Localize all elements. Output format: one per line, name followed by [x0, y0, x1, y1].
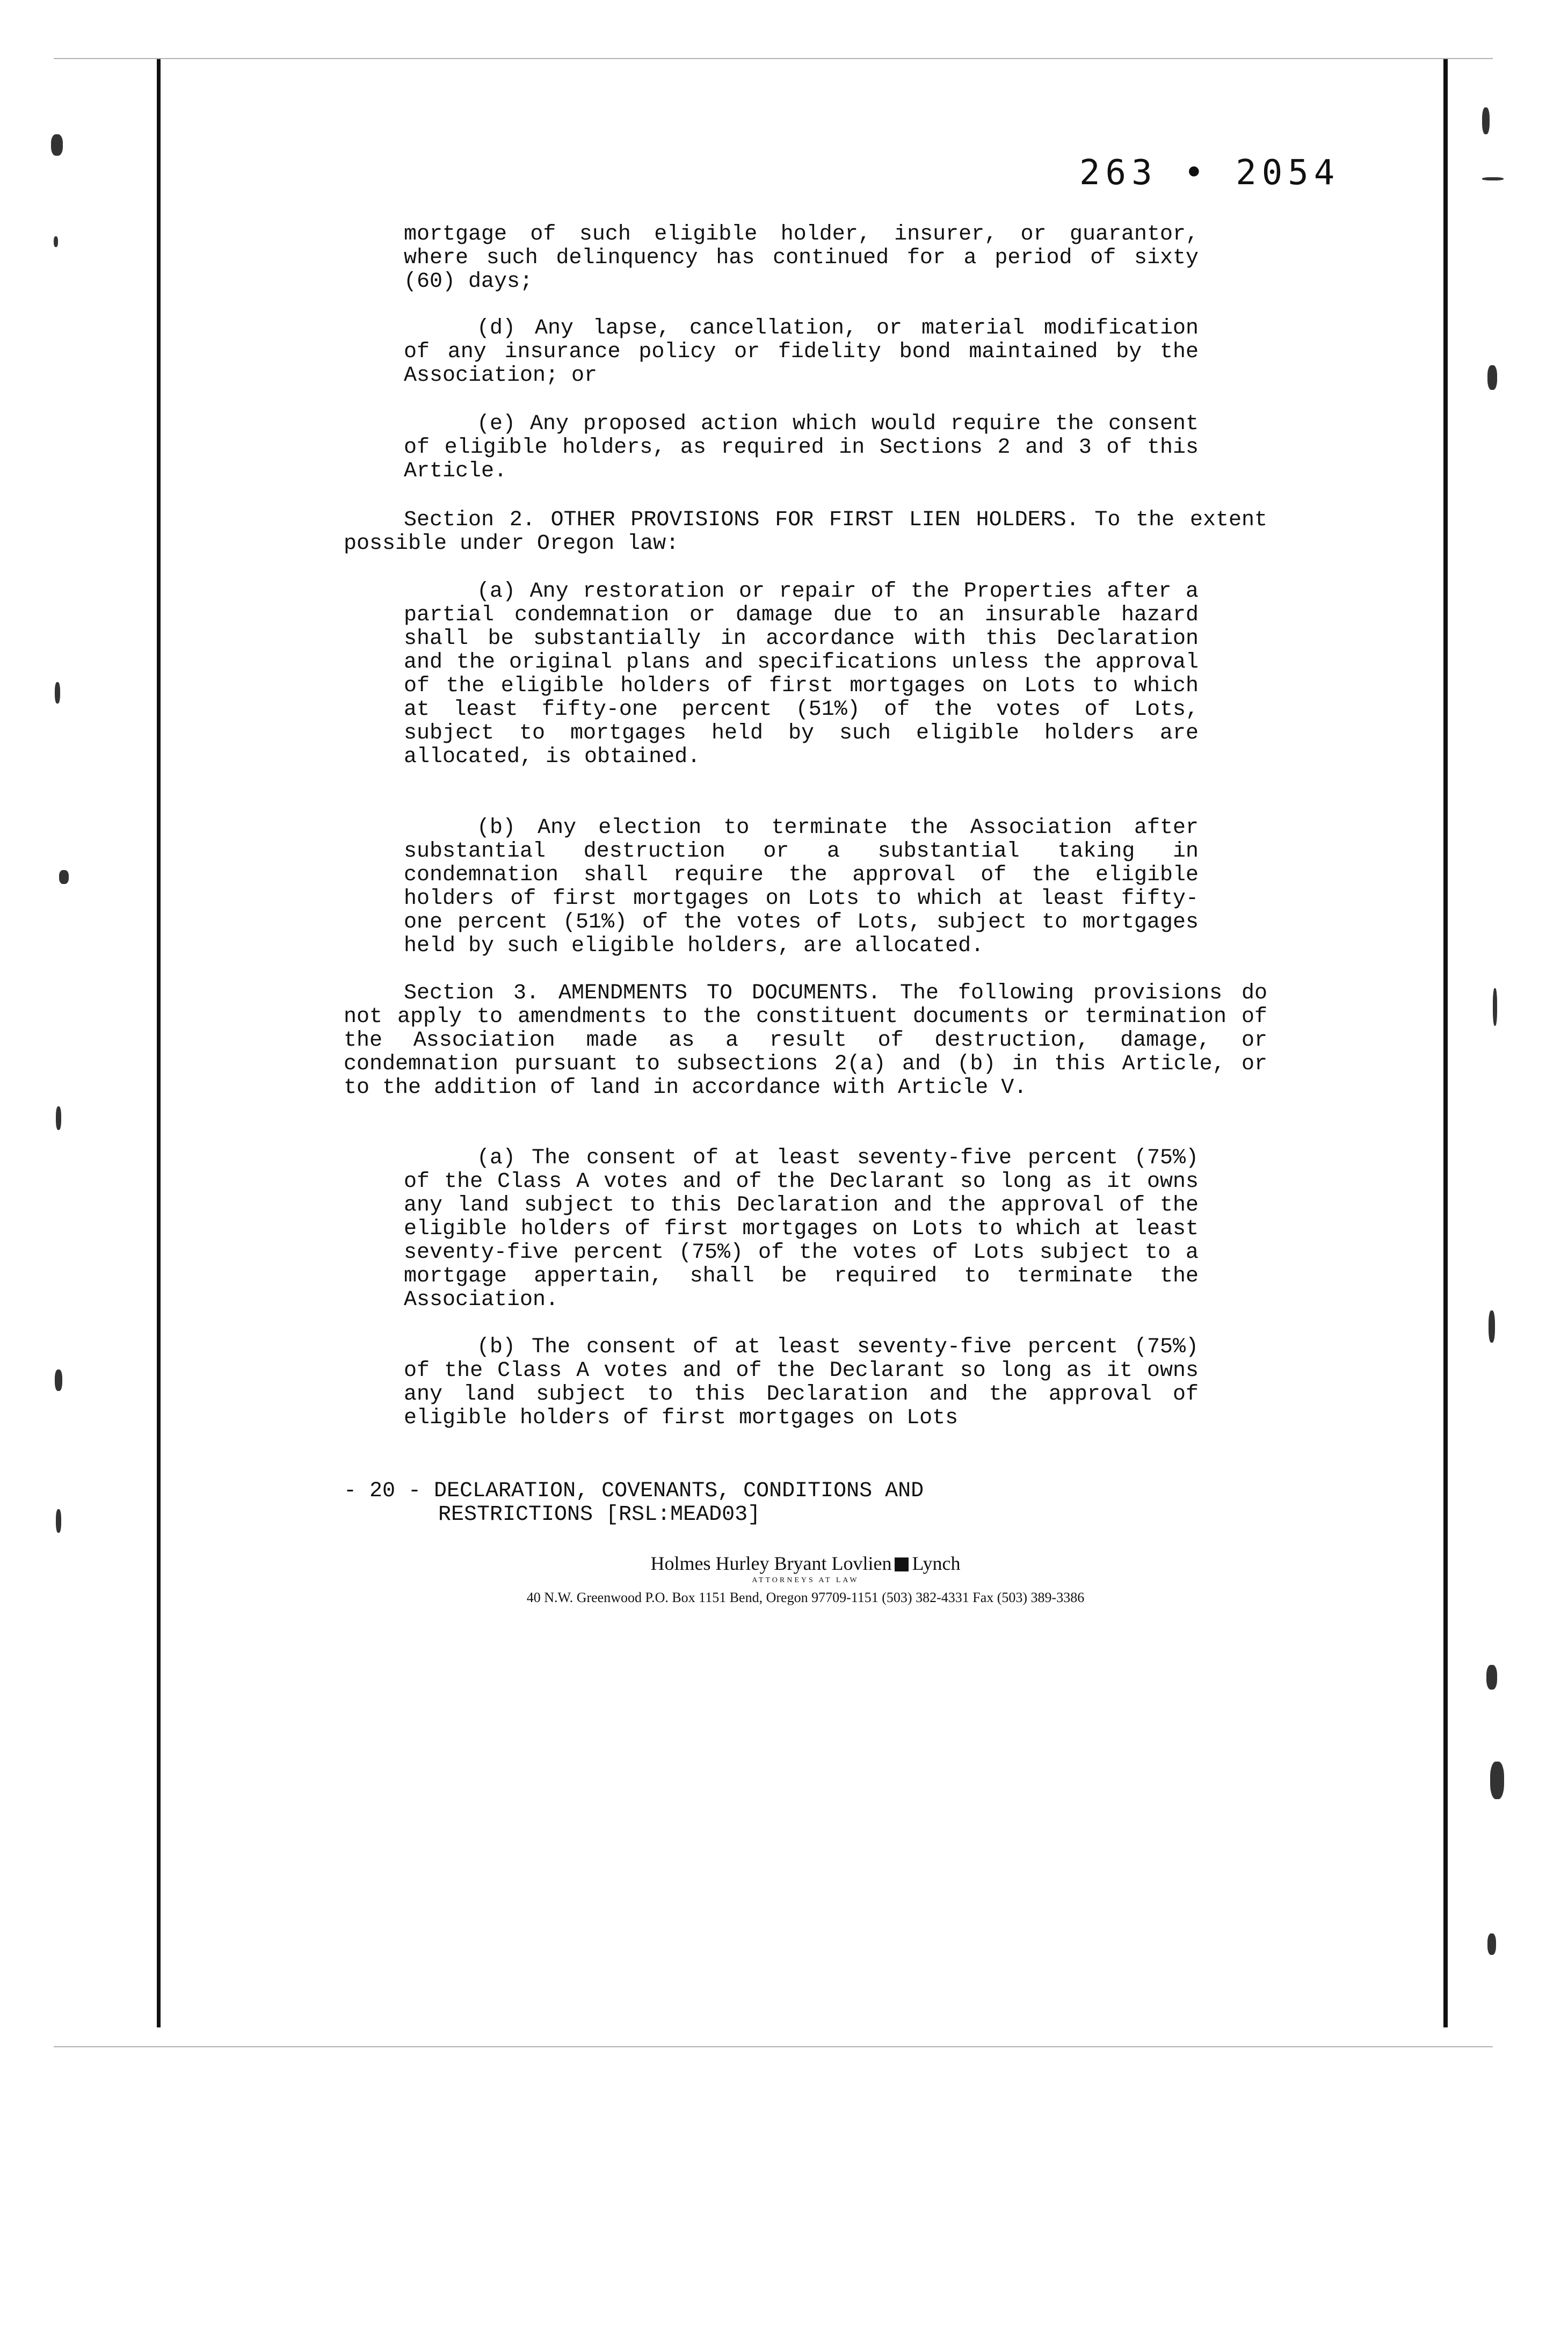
law-firm-tagline: ATTORNEYS AT LAW — [752, 1576, 859, 1584]
speck — [1482, 177, 1504, 180]
law-firm-name-left: Holmes Hurley Bryant Lovlien — [650, 1553, 892, 1574]
ampersand-logo-icon — [895, 1557, 909, 1571]
page-number: 263 • 2054 — [1079, 153, 1340, 193]
paragraph-section-2a: (a) Any restoration or repair of the Properties after a partial condemnation or damage due to an insurable hazard shall be substantially in accordance with this Declaration and the original plans and specifications unless the approval of the eligible holders of first mortgages on Lots to which at least fifty-one percent (51%) of the votes of Lots, subject to mortgages held by such eligible holders are allocated, is obtained. — [404, 579, 1199, 769]
speck — [1489, 1310, 1495, 1343]
paragraph-section-3b: (b) The consent of at least seventy-five percent (75%) of the Class A votes and of the Declarant so long as it owns any land subject to this Declaration and the approval of eligible holders of first mortgages on Lots — [404, 1335, 1199, 1430]
speck — [59, 870, 69, 884]
speck — [1486, 1665, 1497, 1690]
paragraph-section-2b: (b) Any election to terminate the Association after substantial destruction or a substantial taking in condemnation shall require the approval of the eligible holders of first mortgages on Lots to which at least fifty-one percent (51%) of the votes of Lots, subject to mortgages held by such eligible holders, are allocated. — [404, 816, 1199, 958]
speck — [1490, 1762, 1504, 1799]
left-margin-rule — [157, 59, 161, 2027]
right-margin-rule — [1443, 59, 1448, 2027]
paragraph-section-3-heading: Section 3. AMENDMENTS TO DOCUMENTS. The following provisions do not apply to amendments to the constituent documents or termination of the Association made as a result of destruction, damage, or condemnation pursuant to subsections 2(a) and (b) in this Article, or to the addition of land in accordance with Article V. — [344, 981, 1267, 1100]
paragraph-continuation: mortgage of such eligible holder, insurer, or guarantor, where such delinquency has continued for a period of sixty (60) days; — [404, 222, 1199, 294]
scan-bottom-edge — [54, 2046, 1493, 2047]
speck — [1482, 107, 1490, 134]
speck — [1487, 1933, 1496, 1955]
speck — [1487, 365, 1497, 390]
speck — [55, 1370, 62, 1391]
speck — [56, 1509, 61, 1533]
speck — [51, 134, 63, 156]
speck — [56, 1106, 61, 1130]
footer-citation — [344, 1480, 1149, 1527]
footer-citation-line-1: - 20 - DECLARATION, COVENANTS, CONDITIONS AND — [344, 1479, 924, 1503]
law-firm-name — [644, 1552, 967, 1575]
footer-citation-line-2: RESTRICTIONS [RSL:MEAD03] — [438, 1503, 761, 1527]
law-firm-address: 40 N.W. Greenwood P.O. Box 1151 Bend, Oregon 97709-1151 (503) 382-4331 Fax (503) 389-3386 — [526, 1590, 1085, 1605]
scan-top-edge — [54, 58, 1493, 59]
law-firm-name-right: Lynch — [912, 1553, 961, 1574]
paragraph-section-3a: (a) The consent of at least seventy-five percent (75%) of the Class A votes and of the Declarant so long as it owns any land subject to this Declaration and the approval of the eligible holders of first mortgages on Lots to which at least seventy-five percent (75%) of the votes of Lots subject to a mortgage appertain, shall be required to terminate the Association. — [404, 1146, 1199, 1312]
speck — [54, 236, 58, 247]
speck — [1493, 988, 1497, 1026]
speck — [55, 682, 60, 704]
paragraph-section-2-heading: Section 2. OTHER PROVISIONS FOR FIRST LIEN HOLDERS. To the extent possible under Oregon law: — [344, 508, 1267, 556]
paragraph-subsection-e: (e) Any proposed action which would require the consent of eligible holders, as required in Sections 2 and 3 of this Article. — [404, 412, 1199, 483]
paragraph-subsection-d: (d) Any lapse, cancellation, or material modification of any insurance policy or fidelity bond maintained by the Association; or — [404, 316, 1199, 388]
